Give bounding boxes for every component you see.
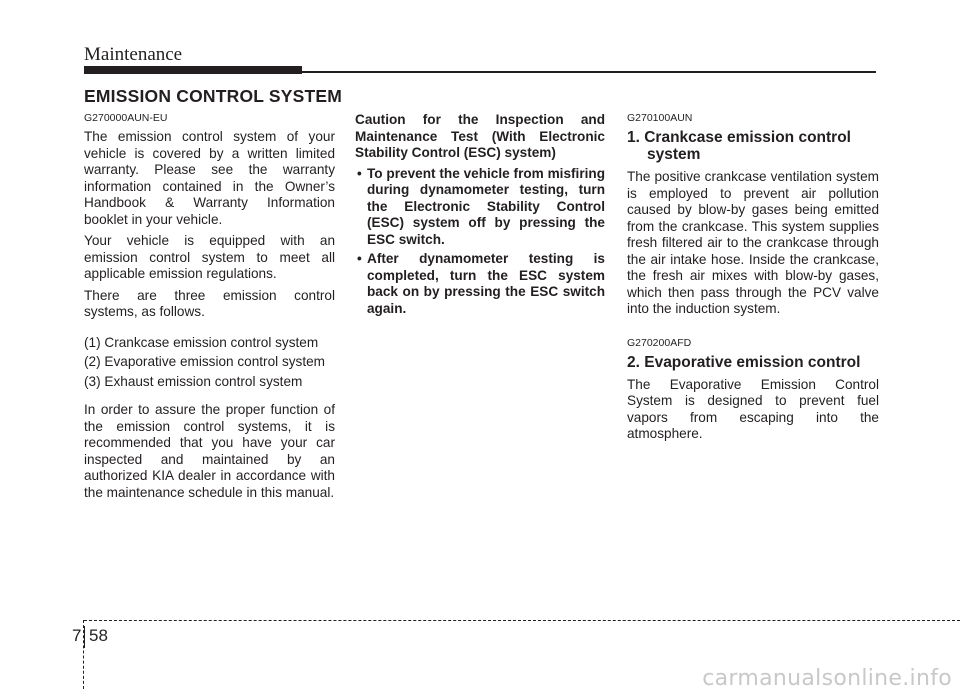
- section-title: EMISSION CONTROL SYSTEM: [84, 86, 343, 106]
- list-item: (1) Crankcase emission control system: [84, 334, 319, 350]
- paragraph-warranty: The emission control system of your vehicle is covered by a written limited warranty. Please see the warranty information contained in the Owner’s Handbook & Warranty Information booklet in your vehicle.: [84, 129, 335, 227]
- heading-crankcase: [627, 129, 879, 163]
- header-bar: [84, 66, 302, 74]
- paragraph-pcv: The positive crankcase ventilation system is employed to prevent air pollution caused by blow-by gases being emitted from the crankcase. This system supplies fresh filtered air to the crankcase through the air intake hose. Inside the crankcase, the fresh air mixes with blow-by gases, which then pass through the PCV valve into the induction system.: [627, 169, 879, 316]
- paragraph-assure: In order to assure the proper function of the emission control systems, it is recommended that you have your car inspected and maintained by an authorized KIA dealer in accordance with the maintenance schedule in this manual.: [84, 402, 335, 500]
- paragraph-three-systems: There are three emission control systems, as follows.: [84, 287, 335, 319]
- paragraph-evaporative: The Evaporative Emission Control System is designed to prevent fuel vapors from escaping into the atmosphere.: [627, 376, 879, 441]
- heading-crankcase-line2: system: [647, 146, 701, 163]
- caution-bullet: • To prevent the vehicle from misfiring during dynamometer testing, turn the Electronic Stability Control (ESC) system off by pressing the ESC switch.: [355, 166, 605, 249]
- page-number: 58: [89, 626, 108, 645]
- spacer: [627, 323, 879, 337]
- caution-list: [355, 166, 605, 318]
- footer-rule: [84, 620, 960, 621]
- column-3: [627, 112, 879, 448]
- spacer: [84, 326, 335, 335]
- caution-bullet: • After dynamometer testing is completed, turn the ESC system back on by pressing the ESC switch again.: [355, 251, 605, 317]
- caution-title: Caution for the Inspection and Maintenance Test (With Electronic Stability Control (ESC) system): [355, 112, 605, 160]
- spacer: [84, 393, 335, 402]
- heading-evaporative: 2. Evaporative emission control: [627, 353, 861, 371]
- heading-crankcase-line1: 1. Crankcase emission control: [627, 129, 851, 146]
- watermark: carmanualsonline.info: [702, 666, 952, 691]
- section-code: G270000AUN-EU: [84, 112, 168, 124]
- list-item: (2) Evaporative emission control system: [84, 354, 325, 369]
- header-rule: [302, 71, 876, 73]
- section-code: G270200AFD: [627, 336, 692, 349]
- list-item: (3) Exhaust emission control system: [84, 373, 303, 389]
- paragraph-equipped: Your vehicle is equipped with an emission control system to meet all applicable emission regulations.: [84, 233, 335, 281]
- section-code: G270100AUN: [627, 112, 693, 124]
- column-2: [355, 112, 605, 320]
- footer-separator: [84, 626, 85, 648]
- running-head-section: Maintenance: [84, 44, 183, 65]
- chapter-number: 7: [72, 626, 82, 645]
- column-1: [84, 112, 335, 506]
